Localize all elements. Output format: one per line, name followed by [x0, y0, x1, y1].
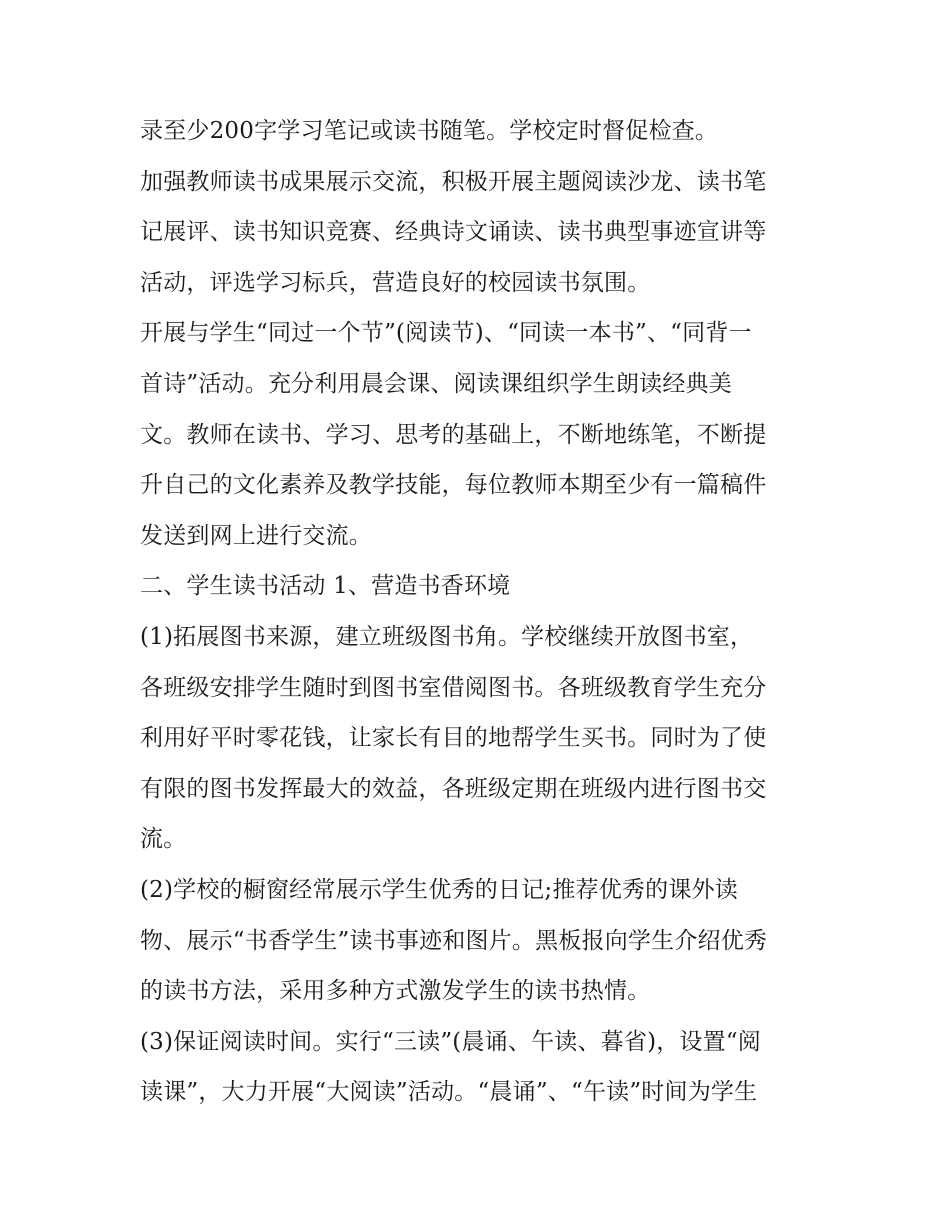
text-line: (2)学校的橱窗经常展示学生优秀的日记;推荐优秀的课外读: [140, 876, 738, 903]
text-line: 文。教师在读书、学习、思考的基础上，不断地练笔，不断提: [140, 421, 767, 448]
text-line: 升自己的文化素养及教学技能，每位教师本期至少有一篇稿件: [140, 472, 767, 499]
text-line: 利用好平时零花钱，让家长有目的地帮学生买书。同时为了使: [140, 725, 767, 752]
section-heading: 二、学生读书活动 1、营造书香环境: [140, 573, 511, 600]
text-line: 加强教师读书成果展示交流，积极开展主题阅读沙龙、读书笔: [140, 168, 767, 195]
text-line: 记展评、读书知识竞赛、经典诗文诵读、读书典型事迹宣讲等: [140, 219, 767, 246]
text-line: 有限的图书发挥最大的效益，各班级定期在班级内进行图书交: [140, 775, 767, 802]
body-text: [140, 106, 820, 1118]
text-line: 物、展示“书香学生”读书事迹和图片。黑板报向学生介绍优秀: [140, 927, 768, 954]
text-line: 的读书方法，采用多种方式激发学生的读书热情。: [140, 978, 651, 1005]
text-line: 开展与学生“同过一个节”(阅读节)、“同读一本书”、“同背一: [140, 320, 752, 347]
text-line: (3)保证阅读时间。实行“三读”(晨诵、午读、暮省)，设置“阅: [140, 1028, 762, 1055]
text-line: 活动，评选学习标兵，营造良好的校园读书氛围。: [140, 269, 651, 296]
text-line: 首诗”活动。充分利用晨会课、阅读课组织学生朗读经典美: [140, 370, 732, 397]
text-line: 录至少200字学习笔记或读书随笔。学校定时督促检查。: [140, 118, 719, 144]
text-line: (1)拓展图书来源，建立班级图书角。学校继续开放图书室，: [140, 623, 754, 650]
text-line: 各班级安排学生随时到图书室借阅图书。各班级教育学生充分: [140, 674, 767, 701]
text-line: 流。: [140, 826, 187, 853]
text-line: 发送到网上进行交流。: [140, 522, 372, 549]
text-line: 读课”，大力开展“大阅读”活动。“晨诵”、“午读”时间为学生: [140, 1079, 758, 1106]
